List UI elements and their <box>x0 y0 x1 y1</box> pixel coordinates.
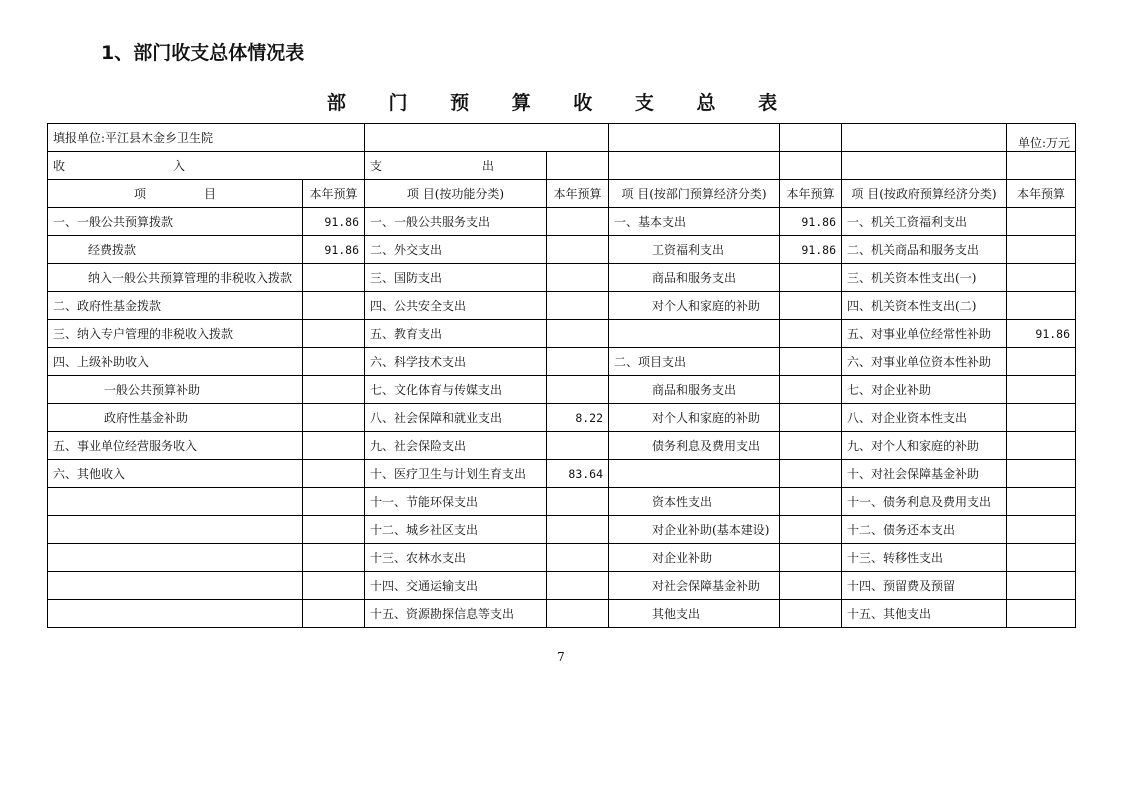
gov-item: 二、机关商品和服务支出 <box>842 236 1007 264</box>
func-item: 十四、交通运输支出 <box>365 572 547 600</box>
income-value <box>303 264 365 292</box>
table-row <box>48 348 1076 376</box>
gov-value <box>1007 600 1076 628</box>
table-row <box>48 488 1076 516</box>
gov-value <box>1007 292 1076 320</box>
table-row <box>48 208 1076 236</box>
gov-item: 十、对社会保障基金补助 <box>842 460 1007 488</box>
gov-item: 五、对事业单位经常性补助 <box>842 320 1007 348</box>
dept-value <box>780 488 842 516</box>
gov-value: 91.86 <box>1007 320 1076 348</box>
gov-item: 一、机关工资福利支出 <box>842 208 1007 236</box>
dept-item: 工资福利支出 <box>609 236 780 264</box>
income-item <box>48 516 303 544</box>
func-item: 十二、城乡社区支出 <box>365 516 547 544</box>
table-row <box>48 572 1076 600</box>
income-value <box>303 488 365 516</box>
dept-item: 对企业补助 <box>609 544 780 572</box>
dept-value <box>780 432 842 460</box>
table-row <box>48 404 1076 432</box>
income-value <box>303 600 365 628</box>
gov-value <box>1007 236 1076 264</box>
func-value <box>547 348 609 376</box>
income-item: 经费拨款 <box>48 236 303 264</box>
func-value <box>547 516 609 544</box>
dept-item: 对社会保障基金补助 <box>609 572 780 600</box>
gov-value <box>1007 404 1076 432</box>
income-value <box>303 404 365 432</box>
func-item: 六、科学技术支出 <box>365 348 547 376</box>
column-header-row <box>48 180 1076 208</box>
gov-value <box>1007 544 1076 572</box>
income-value: 91.86 <box>303 236 365 264</box>
income-value <box>303 432 365 460</box>
func-value <box>547 572 609 600</box>
dept-item: 商品和服务支出 <box>609 376 780 404</box>
func-value <box>547 488 609 516</box>
income-value <box>303 516 365 544</box>
table-row <box>48 264 1076 292</box>
func-item: 十五、资源勘探信息等支出 <box>365 600 547 628</box>
income-value <box>303 460 365 488</box>
func-value <box>547 432 609 460</box>
func-value <box>547 544 609 572</box>
page-number: 7 <box>557 650 565 664</box>
income-item: 政府性基金补助 <box>48 404 303 432</box>
dept-value <box>780 404 842 432</box>
income-value <box>303 376 365 404</box>
func-item: 四、公共安全支出 <box>365 292 547 320</box>
dept-item: 二、项目支出 <box>609 348 780 376</box>
dept-item: 债务利息及费用支出 <box>609 432 780 460</box>
income-value <box>303 320 365 348</box>
unit-label: 单位:万元 <box>1007 124 1076 152</box>
gov-value <box>1007 516 1076 544</box>
table-row <box>48 376 1076 404</box>
gov-item: 四、机关资本性支出(二) <box>842 292 1007 320</box>
gov-item: 十五、其他支出 <box>842 600 1007 628</box>
table-row <box>48 516 1076 544</box>
gov-value <box>1007 488 1076 516</box>
income-value <box>303 292 365 320</box>
func-item: 二、外交支出 <box>365 236 547 264</box>
income-item <box>48 572 303 600</box>
table-row <box>48 544 1076 572</box>
budget-header: 本年预算 <box>1007 180 1076 208</box>
func-value: 83.64 <box>547 460 609 488</box>
gov-item: 十二、债务还本支出 <box>842 516 1007 544</box>
dept-value <box>780 264 842 292</box>
func-value <box>547 600 609 628</box>
gov-item: 十三、转移性支出 <box>842 544 1007 572</box>
income-item: 五、事业单位经营服务收入 <box>48 432 303 460</box>
gov-value <box>1007 376 1076 404</box>
dept-value <box>780 544 842 572</box>
fill-unit: 填报单位:平江县木金乡卫生院 <box>48 124 365 152</box>
func-item: 七、文化体育与传媒支出 <box>365 376 547 404</box>
table-meta-row <box>48 124 1076 152</box>
func-item: 三、国防支出 <box>365 264 547 292</box>
section-header-row <box>48 152 1076 180</box>
func-item: 十、医疗卫生与计划生育支出 <box>365 460 547 488</box>
gov-value <box>1007 264 1076 292</box>
budget-header: 本年预算 <box>303 180 365 208</box>
dept-item: 对企业补助(基本建设) <box>609 516 780 544</box>
income-value: 91.86 <box>303 208 365 236</box>
table-row <box>48 320 1076 348</box>
table-title: 部 门 预 算 收 支 总 表 <box>326 92 796 114</box>
gov-item: 三、机关资本性支出(一) <box>842 264 1007 292</box>
func-value <box>547 236 609 264</box>
dept-value <box>780 376 842 404</box>
dept-item: 对个人和家庭的补助 <box>609 292 780 320</box>
func-value <box>547 376 609 404</box>
func-item: 十三、农林水支出 <box>365 544 547 572</box>
func-value <box>547 264 609 292</box>
section-title: 1、部门收支总体情况表 <box>101 42 305 64</box>
table-row <box>48 432 1076 460</box>
dept-value <box>780 516 842 544</box>
budget-summary-table <box>47 123 1076 628</box>
income-value <box>303 572 365 600</box>
income-value <box>303 348 365 376</box>
gov-item: 八、对企业资本性支出 <box>842 404 1007 432</box>
table-row <box>48 292 1076 320</box>
func-value <box>547 320 609 348</box>
dept-item <box>609 320 780 348</box>
dept-value <box>780 348 842 376</box>
gov-item: 九、对个人和家庭的补助 <box>842 432 1007 460</box>
gov-item: 六、对事业单位资本性补助 <box>842 348 1007 376</box>
dept-item: 其他支出 <box>609 600 780 628</box>
dept-econ-header: 项 目(按部门预算经济分类) <box>609 180 780 208</box>
income-item: 四、上级补助收入 <box>48 348 303 376</box>
income-section-label: 收 入 <box>48 152 365 180</box>
func-value: 8.22 <box>547 404 609 432</box>
dept-value <box>780 320 842 348</box>
func-item: 一、一般公共服务支出 <box>365 208 547 236</box>
income-item: 三、纳入专户管理的非税收入拨款 <box>48 320 303 348</box>
func-header: 项 目(按功能分类) <box>365 180 547 208</box>
income-item: 二、政府性基金拨款 <box>48 292 303 320</box>
dept-item: 对个人和家庭的补助 <box>609 404 780 432</box>
table-row <box>48 460 1076 488</box>
income-item: 一、一般公共预算拨款 <box>48 208 303 236</box>
budget-header: 本年预算 <box>547 180 609 208</box>
func-item: 九、社会保险支出 <box>365 432 547 460</box>
dept-value <box>780 600 842 628</box>
dept-item <box>609 460 780 488</box>
table-row <box>48 600 1076 628</box>
gov-value <box>1007 432 1076 460</box>
dept-value <box>780 572 842 600</box>
gov-item: 十一、债务利息及费用支出 <box>842 488 1007 516</box>
func-item: 五、教育支出 <box>365 320 547 348</box>
func-item: 十一、节能环保支出 <box>365 488 547 516</box>
dept-value: 91.86 <box>780 208 842 236</box>
func-item: 八、社会保障和就业支出 <box>365 404 547 432</box>
income-item <box>48 488 303 516</box>
income-item <box>48 544 303 572</box>
dept-item: 资本性支出 <box>609 488 780 516</box>
table-row <box>48 236 1076 264</box>
func-value <box>547 292 609 320</box>
dept-item: 商品和服务支出 <box>609 264 780 292</box>
gov-value <box>1007 208 1076 236</box>
gov-value <box>1007 348 1076 376</box>
func-value <box>547 208 609 236</box>
gov-econ-header: 项 目(按政府预算经济分类) <box>842 180 1007 208</box>
dept-value <box>780 460 842 488</box>
expense-section-label: 支 出 <box>365 152 547 180</box>
income-item <box>48 600 303 628</box>
gov-item: 十四、预留费及预留 <box>842 572 1007 600</box>
gov-value <box>1007 460 1076 488</box>
income-item: 六、其他收入 <box>48 460 303 488</box>
budget-header: 本年预算 <box>780 180 842 208</box>
gov-value <box>1007 572 1076 600</box>
income-item: 纳入一般公共预算管理的非税收入拨款 <box>48 264 303 292</box>
gov-item: 七、对企业补助 <box>842 376 1007 404</box>
income-item: 一般公共预算补助 <box>48 376 303 404</box>
dept-value <box>780 292 842 320</box>
income-value <box>303 544 365 572</box>
dept-value: 91.86 <box>780 236 842 264</box>
income-item-header: 项 目 <box>48 180 303 208</box>
dept-item: 一、基本支出 <box>609 208 780 236</box>
